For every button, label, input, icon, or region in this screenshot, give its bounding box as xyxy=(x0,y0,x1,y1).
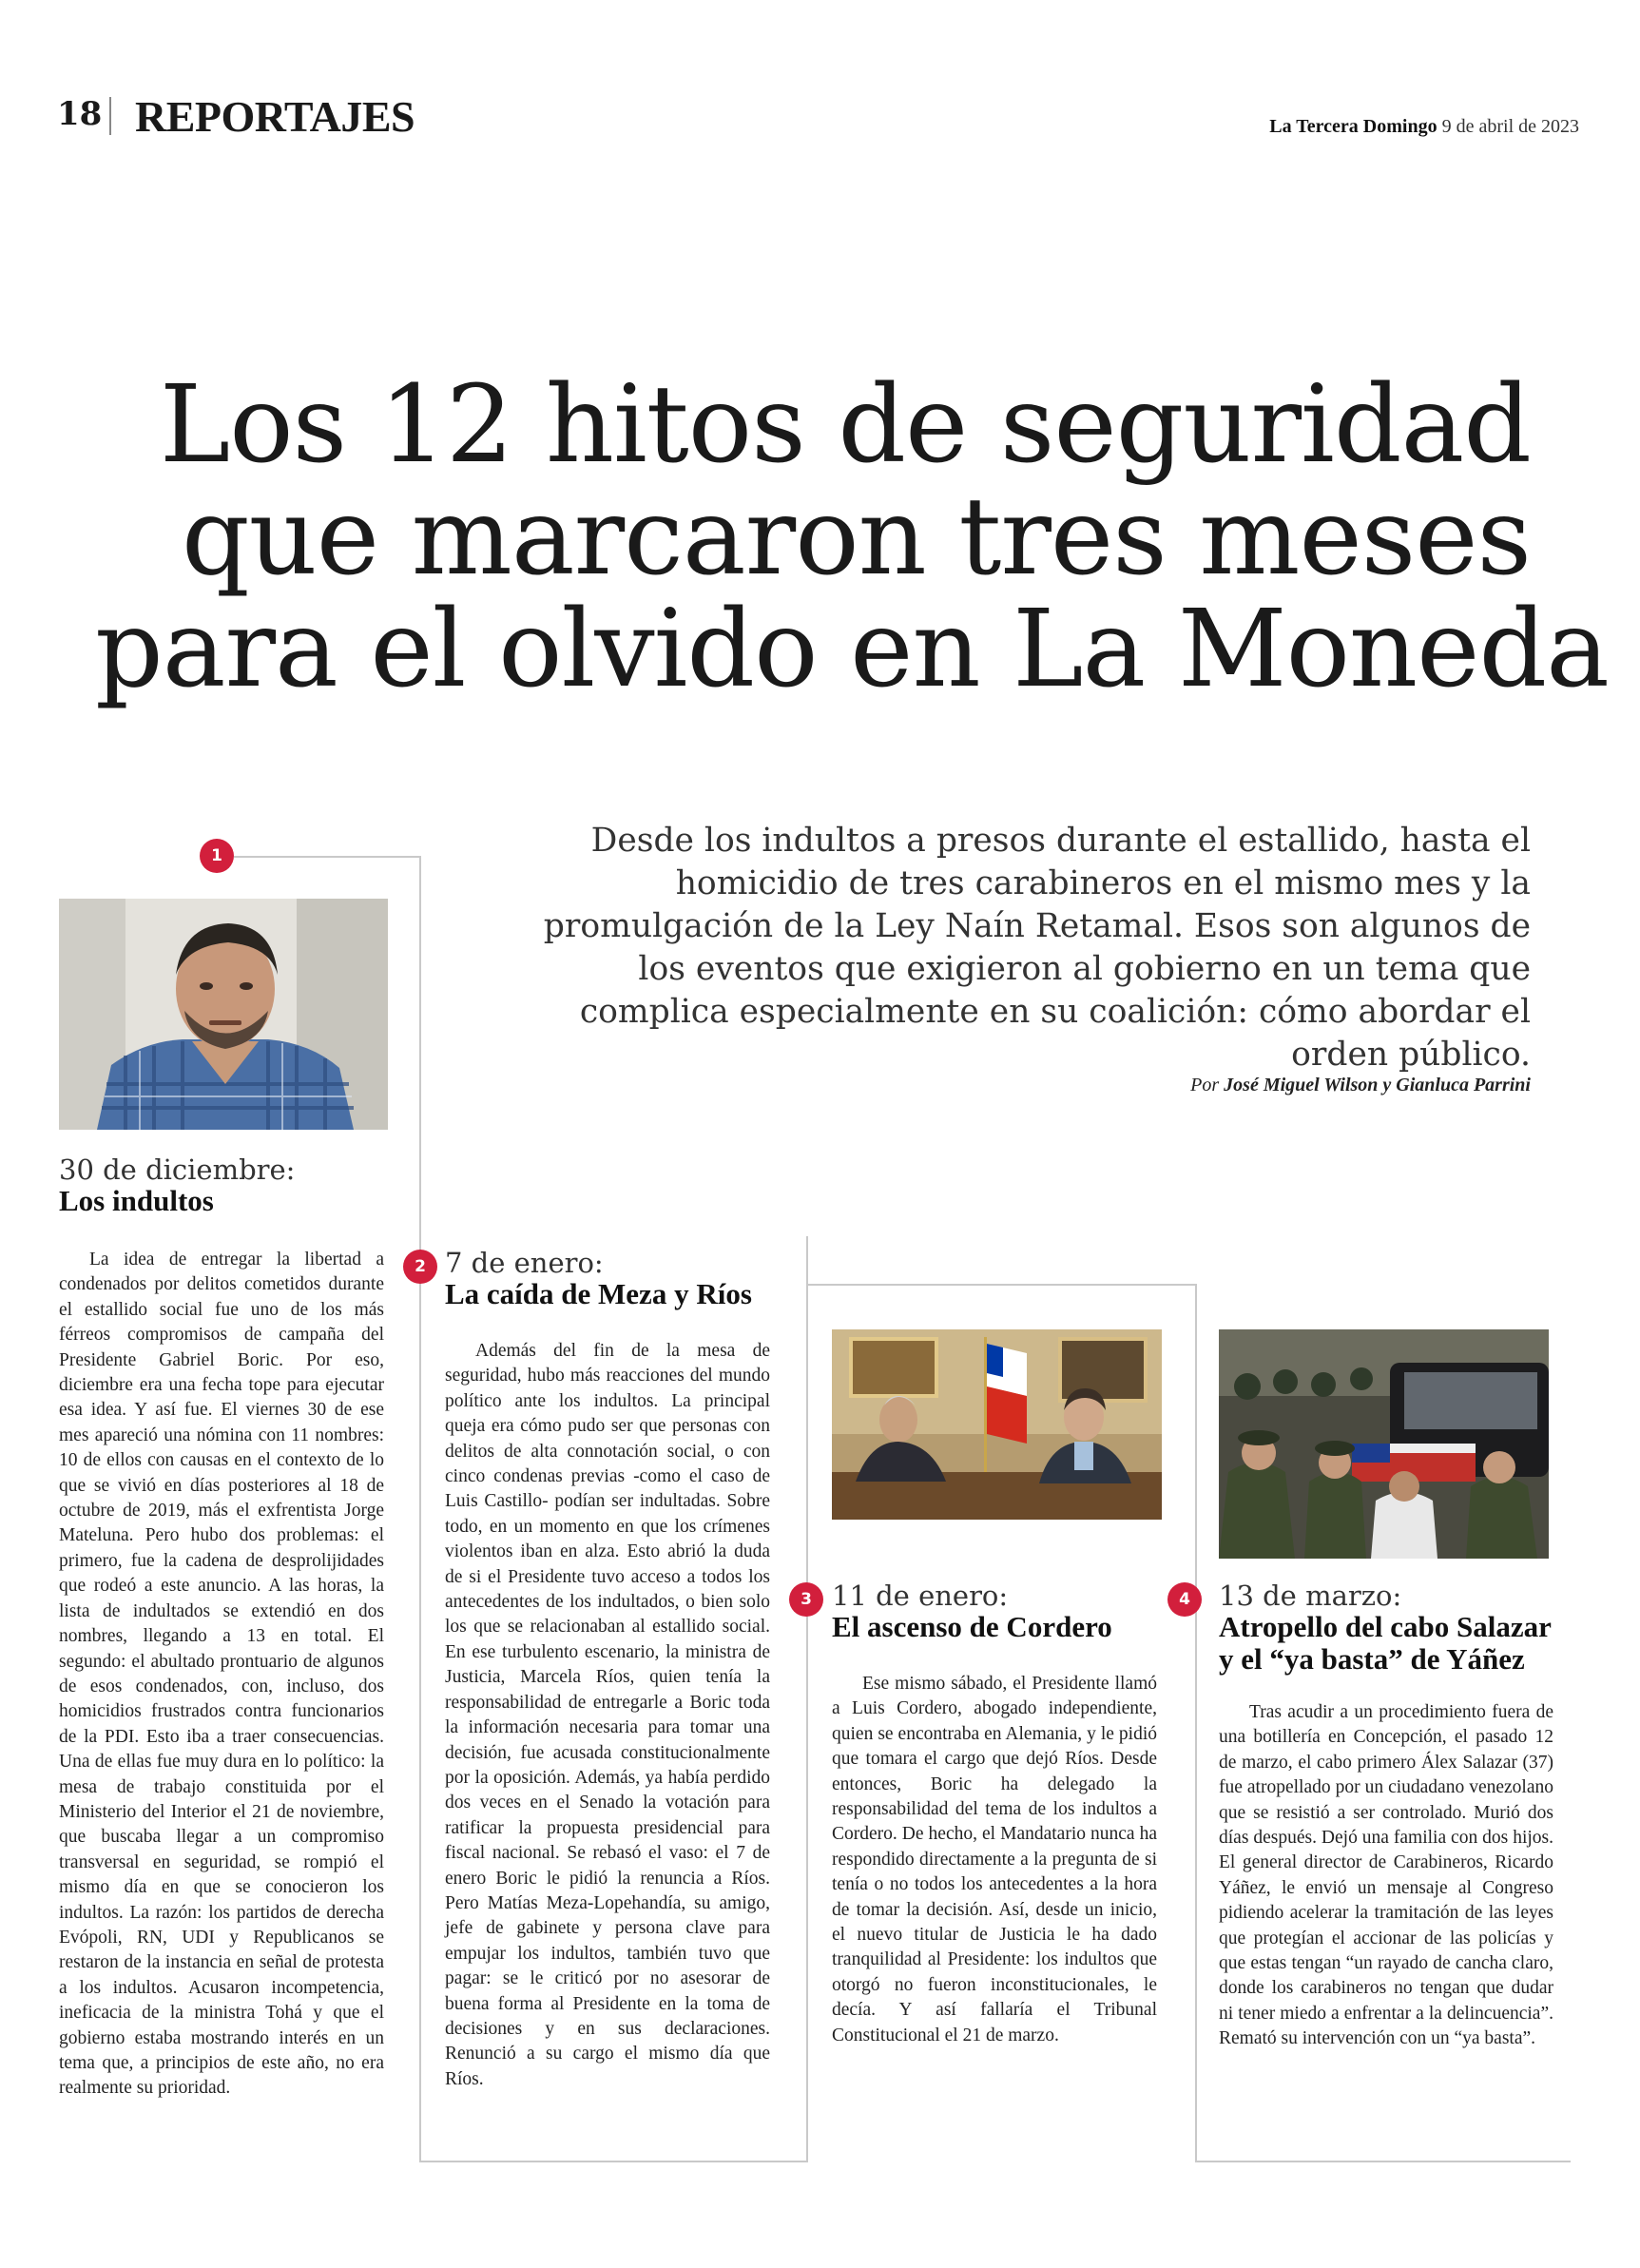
connector-line xyxy=(234,856,420,858)
item-title: El ascenso de Cordero xyxy=(832,1610,1112,1643)
item-date: 13 de marzo: xyxy=(1219,1580,1402,1612)
page-number: 18 xyxy=(57,95,103,133)
byline-prefix: Por xyxy=(1190,1075,1220,1095)
connector-line xyxy=(806,1236,808,2162)
deck: Desde los indultos a presos durante el estallido, hasta el homicidio de tres carabineros en el mismo mes y la promulgación de la Ley Naín Retamal. Esos son algunos de los eventos que exigieron al gobierno en un tema que complica especialmente en su coalición: cómo abordar el orden público. xyxy=(543,822,1531,1074)
publication-name: La Tercera Domingo xyxy=(1269,116,1437,137)
issue-date: 9 de abril de 2023 xyxy=(1441,116,1579,137)
item-number-badge: 1 xyxy=(200,839,234,873)
connector-line xyxy=(1195,1284,1197,2162)
item-body: La idea de entregar la libertad a condenados por delitos cometidos durante el estallido social fue uno de los más férreos compromisos de campaña del Presidente Gabriel Boric. Por eso, diciembre era una fecha tope para ejecutar esa idea. Y así fue. El viernes 30 de ese mes apareció una nómina con 11 nombres: 10 de ellos con causas en el contexto de lo que se vivió en días posteriores al 18 de octubre de 2019, más el exfrentista Jorge Mateluna. Pero hubo dos problemas: el primero, fue la cadena de desprolijidades que rodeó a este anuncio. A las horas, la lista de indultados se extendió en dos nombres, llegando a 13 en total. El segundo: el abultado prontuario de algunos de esos condenados, con, incluso, dos homicidios frustrados contra funcionarios de la PDI. Esto iba a traer consecuencias. Una de ellas fue muy dura en lo político: la mesa de trabajo constituida por el Ministerio del Interior el 21 de noviembre, que buscaba llegar a un compromiso transversal en seguridad, se rompió el mismo día en que se conocieron los indultos. La razón: los partidos de derecha Evópoli, RN, UDI y Republicanos se restaron de la instancia en señal de protesta a los indultos. Acusaron incompetencia, ineficacia de la ministra Tohá y que el gobierno estaba mostrando interés en un tema que, a principios de este año, no era realmente su prioridad. xyxy=(59,1250,384,2099)
connector-line xyxy=(419,2161,807,2162)
byline xyxy=(1190,1075,1531,1096)
byline-authors: José Miguel Wilson y Gianluca Parrini xyxy=(1224,1075,1531,1095)
item-number-badge: 4 xyxy=(1167,1582,1202,1617)
section-title: REPORTAJES xyxy=(135,92,415,141)
item-body: Además del fin de la mesa de seguridad, hubo más reacciones del mundo político ante los indultos. La principal queja era cómo pudo ser que personas con delitos de alta connotación social, o con cinco condenas previas -como el caso de Luis Castillo- podían ser indultadas. Sobre todo, en un momento en que los crímenes violentos iban en alza. Esto abrió la duda de si el Presidente tuvo acceso a todos los antecedentes de los indultados, o bien solo los que se relacionaban al estallido social. En ese turbulento escenario, la ministra de Justicia, Marcela Ríos, quien tenía la responsabilidad de entregarle a Boric toda la información necesaria para tomar una decisión, fue acusada constitucionalmente por la oposición. Además, ya había perdido dos veces en el Senado la votación para ratificar la propuesta presidencial para fiscal nacional. Se rebasó el vaso: el 7 de enero Boric le pidió la renuncia a Ríos. Pero Matías Meza-Lopehandía, su amigo, jefe de gabinete y persona clave para empujar los indultos, también tuvo que pagar: se le criticó por no asesorar de buena forma al Presidente en la toma de decisiones y en sus declaraciones. Renunció a su cargo el mismo día que Ríos. xyxy=(445,1341,770,2089)
portrait-photo-icon xyxy=(59,899,388,1130)
headline-line-1: Los 12 hitos de seguridad xyxy=(159,363,1531,487)
connector-line xyxy=(419,856,421,2161)
item-title: La caída de Meza y Ríos xyxy=(445,1277,752,1310)
item-date: 11 de enero: xyxy=(832,1580,1009,1612)
item-date: 7 de enero: xyxy=(445,1247,604,1279)
item-title: Los indultos xyxy=(59,1184,214,1217)
header-divider xyxy=(109,97,111,135)
item-date: 30 de diciembre: xyxy=(59,1153,296,1186)
item-number-badge: 3 xyxy=(789,1582,823,1617)
funeral-photo-icon xyxy=(1219,1329,1549,1559)
item-title-line-1: Atropello del cabo Salazar xyxy=(1219,1610,1552,1643)
item-body: Ese mismo sábado, el Presidente llamó a Luis Cordero, abogado independiente, quien se encontraba en Alemania, y le pidió que tomara el cargo que dejó Ríos. Desde entonces, Boric ha delegado la responsabilidad del tema de los indultos a Cordero. De hecho, el Mandatario nunca ha respondido directamente a la pregunta de si tenía o no todos los antecedentes a la hora de tomar la decisión. Así, desde un inicio, el nuevo titular de Justicia le ha dado tranquilidad al Presidente: los indultos que otorgó no fueron inconstitucionales, le decía. Y así fallaría el Tribunal Constitucional el 21 de marzo. xyxy=(832,1674,1157,2045)
connector-line xyxy=(806,1284,1196,1286)
headline xyxy=(95,363,1609,711)
masthead xyxy=(1269,116,1579,138)
item-body: Tras acudir a un procedimiento fuera de una botillería en Concepción, el pasado 12 de marzo, el cabo primero Álex Salazar (37) fue atropellado por un ciudadano venezolano que se resistió a ser controlado. Murió dos días después. Dejó una familia con dos hijos. El general director de Carabineros, Ricardo Yáñez, le envió un mensaje al Congreso pidiendo acelerar la tramitación de las leyes que protegían el accionar de las policías y que estas tengan “un rayado de cancha claro, donde los carabineros no tengan que dudar ni tener miedo a enfrentar a la delincuencia”. Remató su intervención con un “ya basta”. xyxy=(1219,1702,1553,2049)
item-title-line-2: y el “ya basta” de Yáñez xyxy=(1219,1642,1525,1676)
headline-line-2: que marcaron tres meses xyxy=(181,475,1531,599)
meeting-photo-icon xyxy=(832,1329,1162,1520)
connector-line xyxy=(1195,2161,1571,2162)
item-number-badge: 2 xyxy=(403,1250,437,1284)
headline-line-3: para el olvido en La Moneda xyxy=(95,588,1609,711)
